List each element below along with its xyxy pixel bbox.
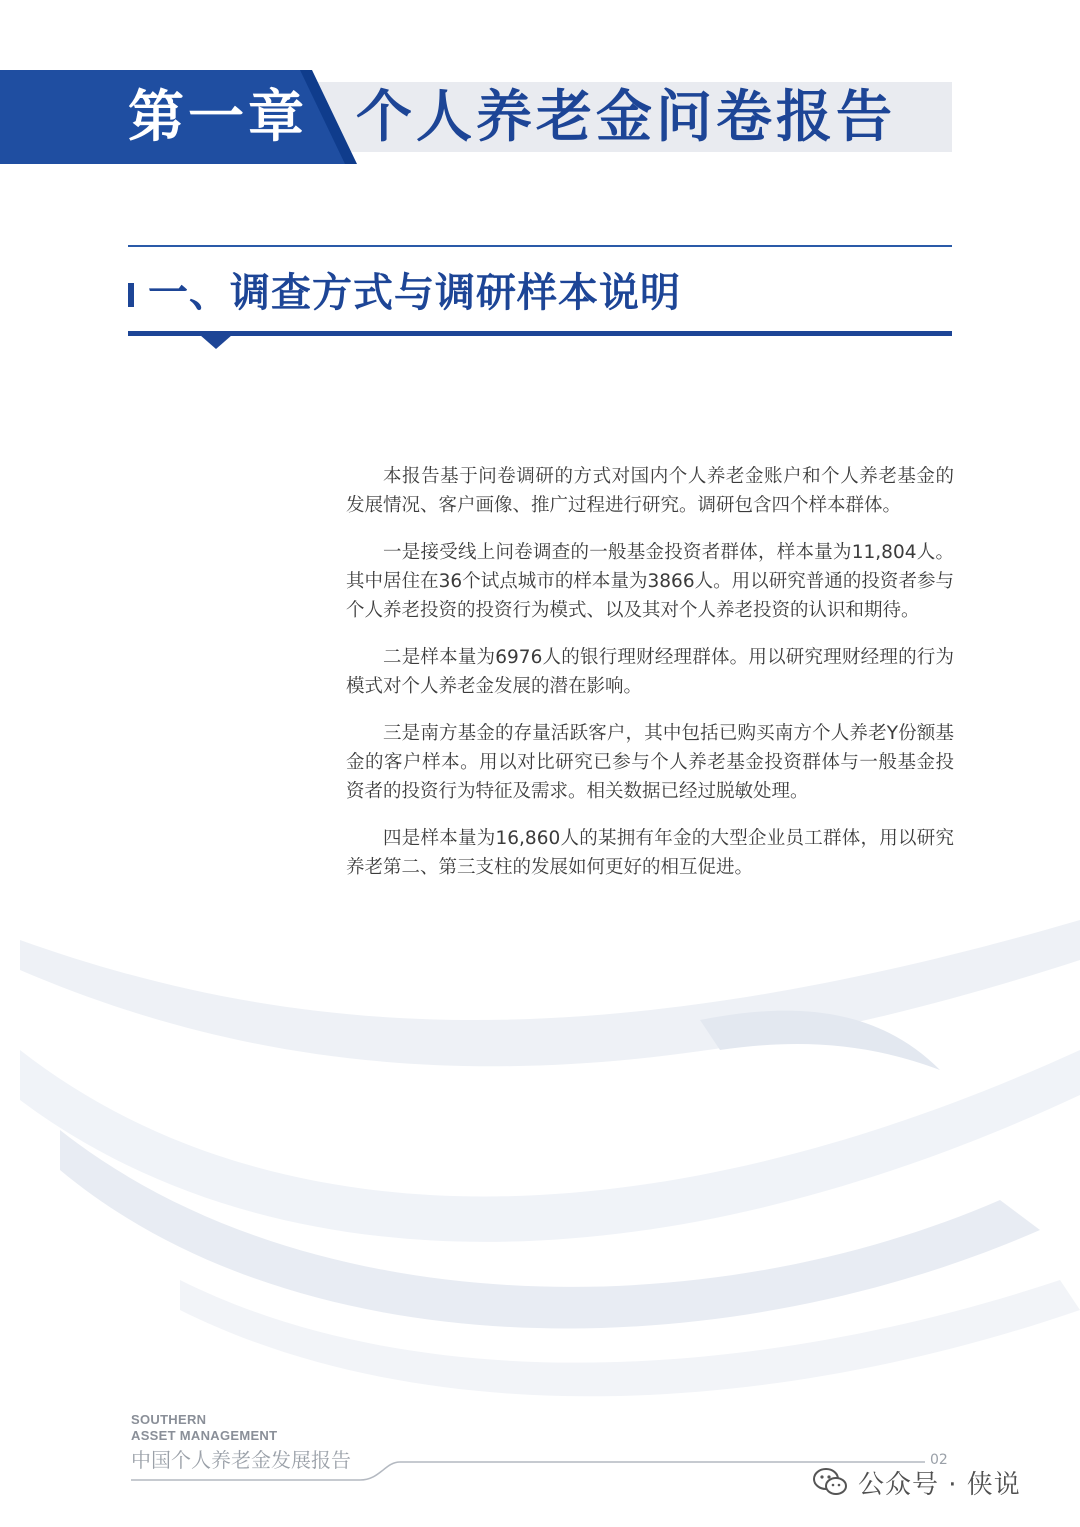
section-bottom-rule (128, 331, 952, 336)
page-number: 02 (930, 1452, 948, 1468)
watermark (812, 1462, 1021, 1502)
body-text (346, 462, 954, 900)
chapter-number: 第一章 (128, 85, 308, 150)
decorative-swoosh-background (0, 900, 1080, 1420)
paragraph-sample-1: 一是接受线上问卷调查的一般基金投资者群体，样本量为11,804人。其中居住在36个试点城市的样本量为3866人。用以研究普通的投资者参与个人养老投资的投资行为模式、以及其对个人养老投资的认识和期待。 (346, 542, 954, 621)
paragraph-sample-2: 二是样本量为6976人的银行理财经理群体。用以研究理财经理的行为模式对个人养老金发展的潜在影响。 (346, 647, 954, 697)
paragraph-sample-4: 四是样本量为16,860人的某拥有年金的大型企业员工群体，用以研究养老第二、第三支柱的发展如何更好的相互促进。 (346, 828, 954, 878)
section-rule-notch (200, 335, 232, 349)
section-title: 一、调查方式与调研样本说明 (148, 270, 681, 316)
footer-report-name: 中国个人养老金发展报告 (131, 1448, 351, 1472)
section-marker (128, 283, 134, 307)
watermark-text: 公众号 · 侠说 (858, 1469, 1021, 1500)
section-top-rule (128, 245, 952, 247)
paragraph-sample-3: 三是南方基金的存量活跃客户，其中包括已购买南方个人养老Y份额基金的客户样本。用以对比研究已参与个人养老基金投资群体与一般基金投资者的投资行为特征及需求。相关数据已经过脱敏处理。 (346, 723, 954, 802)
footer-brand-line-1: SOUTHERN (131, 1412, 207, 1427)
wechat-icon (812, 1467, 848, 1497)
footer-brand-line-2: ASSET MANAGEMENT (131, 1428, 278, 1443)
paragraph-intro: 本报告基于问卷调研的方式对国内个人养老金账户和个人养老基金的发展情况、客户画像、推广过程进行研究。调研包含四个样本群体。 (346, 466, 954, 516)
chapter-title: 个人养老金问卷报告 (356, 85, 896, 150)
